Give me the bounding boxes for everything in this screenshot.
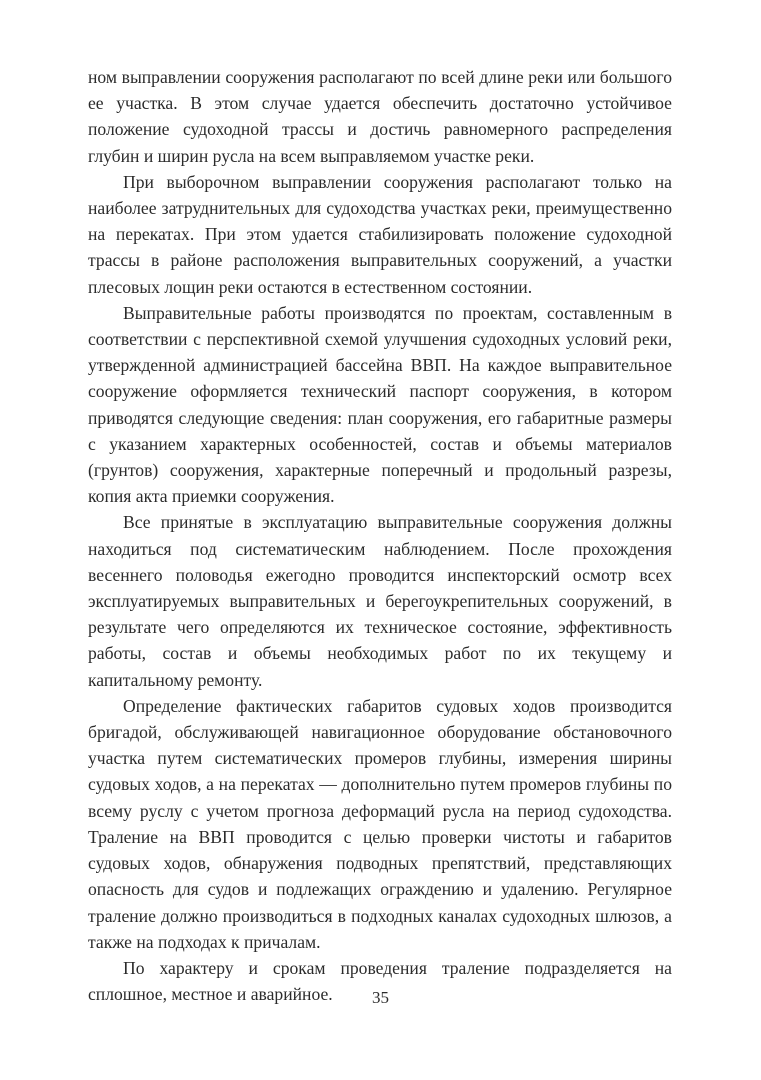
paragraph-channel-dimensions: Определение фактических габаритов судовых ходов производится бригадой, обслуживающей навигационное оборудование обстановочного участка путем систематических промеров глубины, измерения ширины судовых ходов, а на перекатах — дополнительно путем промеров глубины по всему руслу с учетом прогноза деформаций русла на период судоходства. Траление на ВВП проводится с целью проверки чистоты и габаритов судовых ходов, обнаружения подводных препятствий, представляющих опасность для судов и подлежащих ограждению и удалению. Регулярное траление должно производиться в подходных каналах судоходных шлюзов, а также на подходах к причалам. bbox=[88, 695, 672, 952]
body-text bbox=[88, 64, 672, 1007]
paragraph-monitoring: Все принятые в эксплуатацию выправительные сооружения должны находиться под систематическим наблюдением. После прохождения весеннего половодья ежегодно проводится инспекторский осмотр всех эксплуатируемых выправительных и берегоукрепительных сооружений, в результате чего определяются их техническое состояние, эффективность работы, состав и объемы необходимых работ по их текущему и капитальному ремонту. bbox=[88, 512, 672, 690]
paragraph-trawling-types: По характеру и срокам проведения траление подразделяется на сплошное, местное и аварийное. bbox=[88, 957, 672, 1005]
paragraph-continuation: ном выправлении сооружения располагают по всей длине реки или большого ее участка. В этом случае удается обеспечить достаточно устойчивое положение судоходной трассы и достичь равномерного распределения глубин и ширин русла на всем выправляемом участке реки. bbox=[88, 67, 672, 166]
paragraph-selective-regulation: При выборочном выправлении сооружения располагают только на наиболее затруднительных для судоходства участках реки, преимущественно на перекатах. При этом удается стабилизировать положение судоходной трассы в районе расположения выправительных сооружений, а участки плесовых лощин реки остаются в естественном состоянии. bbox=[88, 171, 672, 297]
page-number: 35 bbox=[372, 988, 389, 1007]
paragraph-regulation-works: Выправительные работы производятся по проектам, составленным в соответствии с перспективной схемой улучшения судоходных условий реки, утвержденной администрацией бассейна ВВП. На каждое выправительное сооружение оформляется технический паспорт сооружения, в котором приводятся следующие сведения: план сооружения, его габаритные размеры с указанием характерных особенностей, состав и объемы материалов (грунтов) сооружения, характерные поперечный и продольный разрезы, копия акта приемки сооружения. bbox=[88, 302, 672, 507]
